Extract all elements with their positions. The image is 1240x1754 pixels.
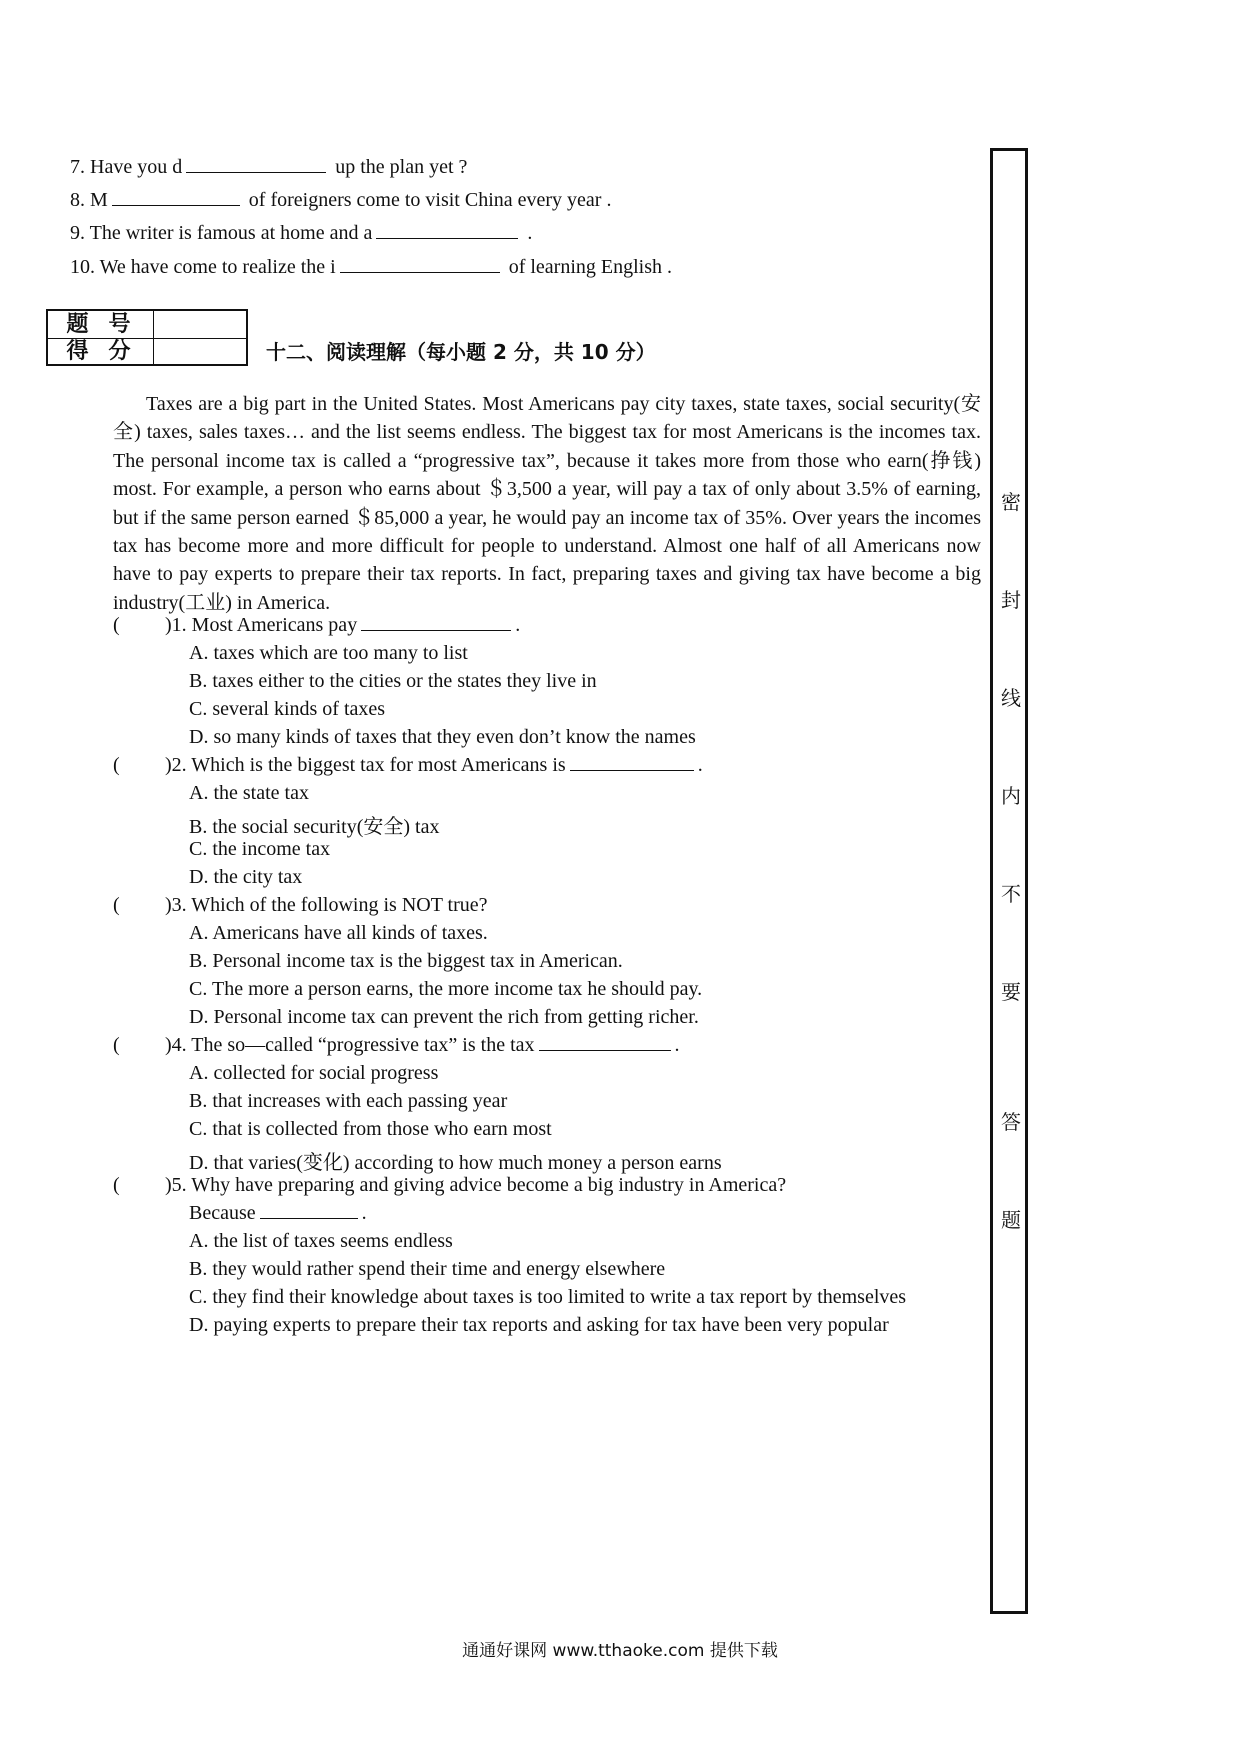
section-title: 十二、阅读理解（每小题 2 分，共 10 分） bbox=[266, 340, 656, 364]
answer-blank bbox=[260, 1217, 358, 1219]
answer-paren[interactable]: ( bbox=[113, 1034, 120, 1056]
option-c[interactable]: C. they find their knowledge about taxes is too limited to write a tax report by themselves bbox=[189, 1286, 907, 1308]
option-d[interactable]: D. Personal income tax can prevent the rich from getting richer. bbox=[189, 1006, 699, 1028]
fill-item-8 bbox=[70, 189, 611, 212]
score-label: 得分 bbox=[48, 338, 154, 365]
fill-item-7 bbox=[70, 156, 467, 179]
option-d[interactable]: D. that varies(变化) according to how much money a person earns bbox=[189, 1152, 722, 1174]
option-a[interactable]: A. Americans have all kinds of taxes. bbox=[189, 922, 488, 944]
option-c[interactable]: C. The more a person earns, the more income tax he should pay. bbox=[189, 978, 703, 1000]
question-stem: Because bbox=[189, 1202, 256, 1224]
question-number-label: 题号 bbox=[48, 311, 154, 338]
question-stem: )5. Why have preparing and giving advice become a big industry in America? bbox=[165, 1174, 787, 1196]
fill-item-text: 9. The writer is famous at home and a bbox=[70, 222, 373, 244]
option-d[interactable]: D. the city tax bbox=[189, 866, 303, 888]
score-table-row-score bbox=[48, 338, 246, 365]
option-a[interactable]: A. taxes which are too many to list bbox=[189, 642, 468, 664]
question-stem-end: . bbox=[361, 1202, 367, 1224]
fill-item-text: . bbox=[527, 222, 533, 244]
fill-item-9 bbox=[70, 222, 532, 245]
seal-line-char: 线 bbox=[1001, 686, 1021, 710]
option-d[interactable]: D. paying experts to prepare their tax reports and asking for tax have been very popular bbox=[189, 1314, 889, 1336]
seal-line-char: 答 bbox=[1001, 1110, 1021, 1134]
answer-blank[interactable] bbox=[340, 271, 500, 273]
question-stem-end: . bbox=[697, 754, 703, 776]
fill-item-text: of foreigners come to visit China every year . bbox=[248, 189, 612, 211]
option-a[interactable]: A. collected for social progress bbox=[189, 1062, 439, 1084]
option-c[interactable]: C. several kinds of taxes bbox=[189, 698, 386, 720]
question-stem-end: . bbox=[674, 1034, 680, 1056]
option-a[interactable]: A. the list of taxes seems endless bbox=[189, 1230, 453, 1252]
option-d[interactable]: D. so many kinds of taxes that they even don’t know the names bbox=[189, 726, 696, 748]
seal-line-char: 题 bbox=[1001, 1208, 1021, 1232]
question-4 bbox=[113, 1034, 680, 1057]
fill-item-text: 8. M bbox=[70, 189, 108, 211]
option-b[interactable]: B. they would rather spend their time and energy elsewhere bbox=[189, 1258, 666, 1280]
question-stem: )1. Most Americans pay bbox=[165, 614, 358, 636]
answer-blank bbox=[539, 1049, 671, 1051]
question-stem-end: . bbox=[515, 614, 521, 636]
question-stem: )2. Which is the biggest tax for most Americans is bbox=[165, 754, 566, 776]
fill-item-text: 7. Have you d bbox=[70, 156, 183, 178]
page-footer: 通通好课网 www.tthaoke.com 提供下载 bbox=[462, 1641, 778, 1661]
reading-passage: Taxes are a big part in the United States. Most Americans pay city taxes, state taxes, social security(安全) taxes, sales taxes… and the list seems endless. The biggest tax for most Americans is the incomes tax. The personal income tax is called a “progressive tax”, because it takes more from those who earn(挣钱) most. For example, a person who earns about ＄3,500 a year, will pay a tax of only about 3.5% of earning, but if the same person earned ＄85,000 a year, he would pay an income tax of 35%. Over years the incomes tax has become more and more difficult for people to understand. Almost one half of all Americans now have to pay experts to prepare their tax reports. In fact, preparing taxes and giving tax have become a big industry(工业) in America. bbox=[113, 393, 981, 614]
option-b[interactable]: B. Personal income tax is the biggest tax in American. bbox=[189, 950, 623, 972]
fill-item-text: 10. We have come to realize the i bbox=[70, 256, 336, 278]
question-3 bbox=[113, 894, 488, 917]
option-b[interactable]: B. the social security(安全) tax bbox=[189, 816, 440, 838]
answer-paren[interactable]: ( bbox=[113, 894, 120, 916]
answer-blank[interactable] bbox=[186, 171, 326, 173]
option-c[interactable]: C. that is collected from those who earn most bbox=[189, 1118, 552, 1140]
answer-paren[interactable]: ( bbox=[113, 754, 120, 776]
option-b[interactable]: B. that increases with each passing year bbox=[189, 1090, 508, 1112]
answer-blank[interactable] bbox=[112, 204, 240, 206]
question-stem: )3. Which of the following is NOT true? bbox=[165, 894, 488, 916]
question-5 bbox=[113, 1174, 786, 1197]
question-5-continuation bbox=[189, 1202, 367, 1225]
answer-paren[interactable]: ( bbox=[113, 1174, 120, 1196]
option-c[interactable]: C. the income tax bbox=[189, 838, 331, 860]
option-a[interactable]: A. the state tax bbox=[189, 782, 309, 804]
answer-paren[interactable]: ( bbox=[113, 614, 120, 636]
fill-item-text: of learning English . bbox=[508, 256, 672, 278]
fill-item-text: up the plan yet ? bbox=[335, 156, 468, 178]
answer-blank bbox=[570, 769, 694, 771]
question-stem: )4. The so—called “progressive tax” is the tax bbox=[165, 1034, 535, 1056]
answer-blank bbox=[361, 629, 511, 631]
seal-line-char: 封 bbox=[1001, 588, 1021, 612]
question-number-cell[interactable] bbox=[154, 311, 248, 338]
seal-line-char: 要 bbox=[1001, 980, 1021, 1004]
score-table-row-number bbox=[48, 311, 246, 339]
answer-blank[interactable] bbox=[376, 237, 518, 239]
score-table bbox=[46, 309, 248, 366]
seal-line-char: 内 bbox=[1001, 784, 1021, 808]
question-2 bbox=[113, 754, 703, 777]
option-b[interactable]: B. taxes either to the cities or the states they live in bbox=[189, 670, 597, 692]
fill-item-10 bbox=[70, 256, 672, 279]
seal-line-char: 不 bbox=[1001, 882, 1021, 906]
seal-line-char: 密 bbox=[1001, 490, 1021, 514]
score-cell[interactable] bbox=[154, 338, 248, 365]
question-1 bbox=[113, 614, 520, 637]
